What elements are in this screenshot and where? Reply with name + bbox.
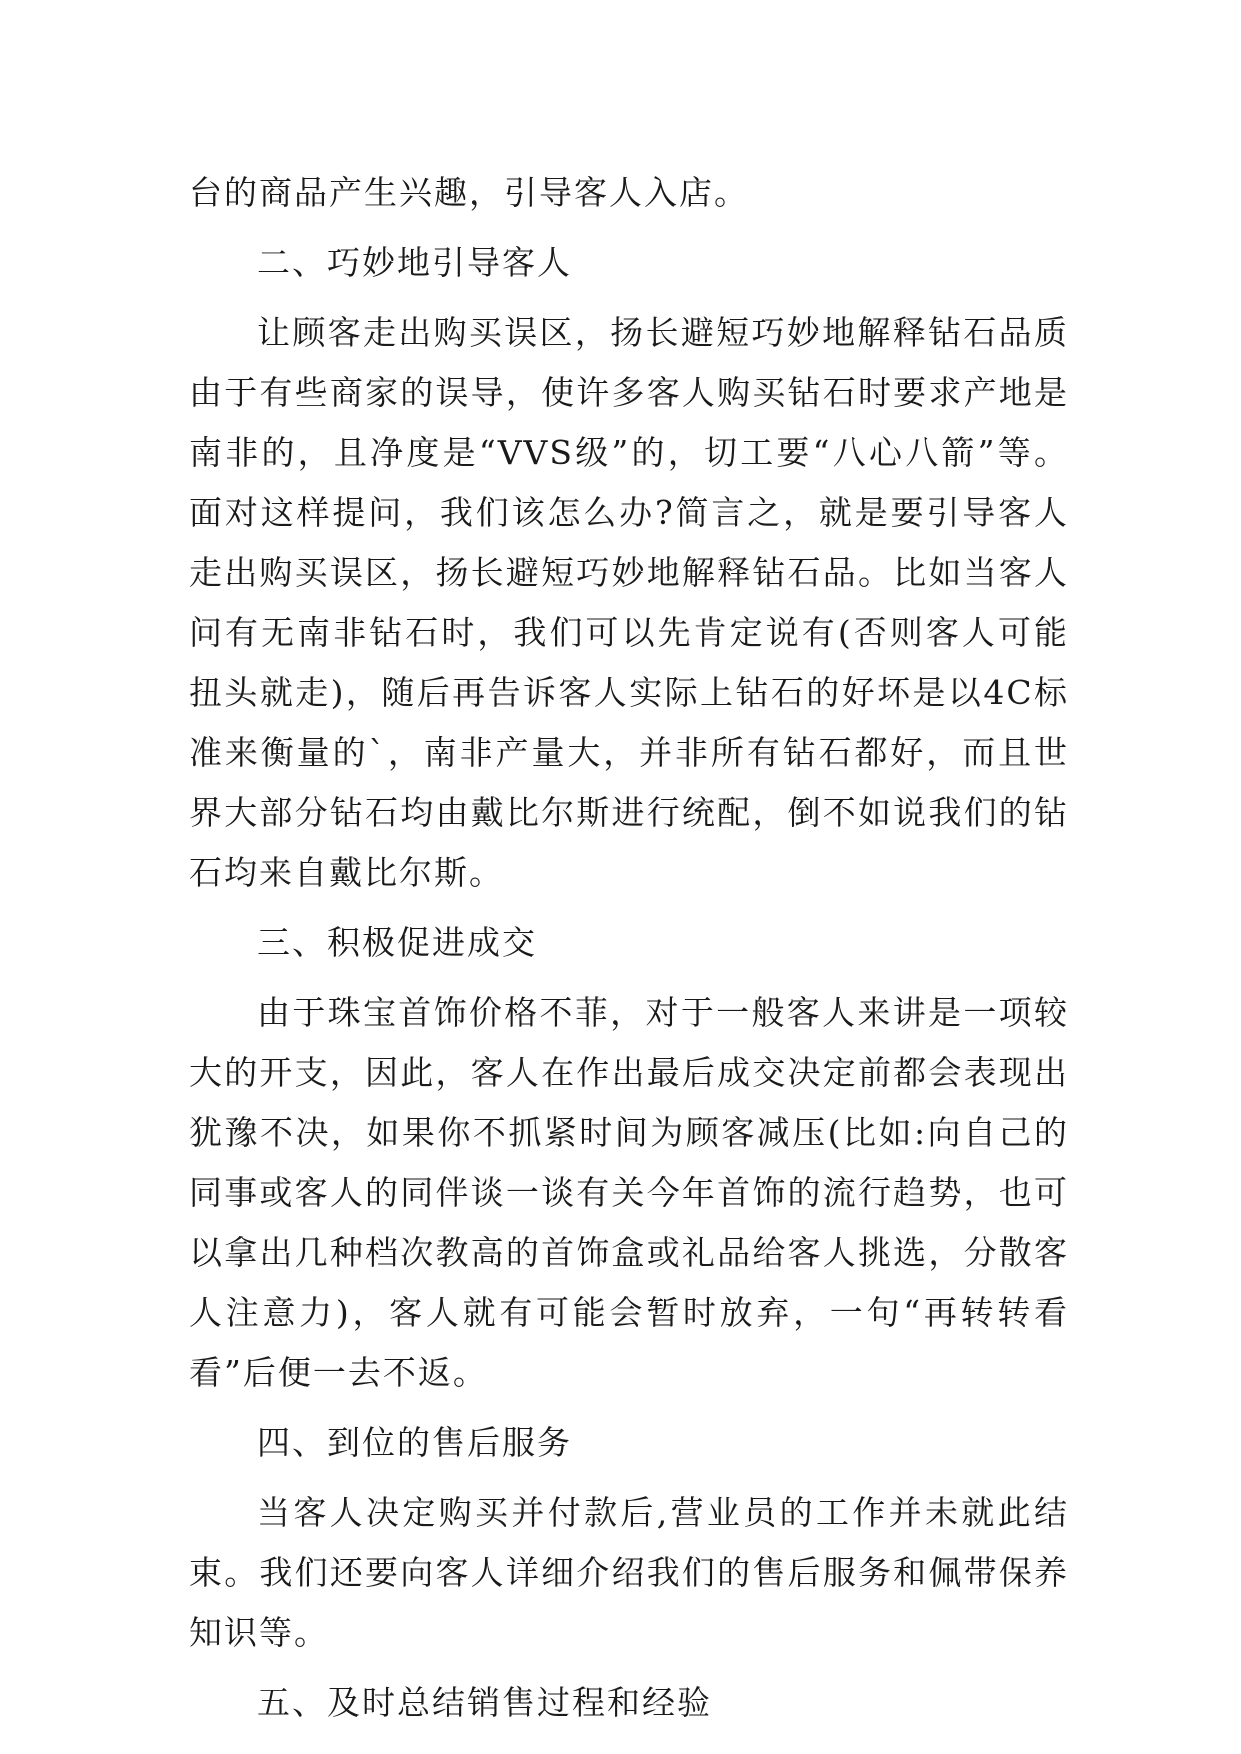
section-heading-5: 五、及时总结销售过程和经验 xyxy=(257,1683,712,1722)
section-heading-3: 三、积极促进成交 xyxy=(257,923,537,962)
section-heading-4: 四、到位的售后服务 xyxy=(257,1423,572,1462)
document-body xyxy=(189,163,1069,1733)
paragraph-gap xyxy=(189,973,1069,983)
section-heading-2: 二、巧妙地引导客人 xyxy=(257,243,572,282)
paragraph-gap xyxy=(189,1663,1069,1673)
paragraph-guide-customer: 让顾客走出购买误区，扬长避短巧妙地解释钻石品质由于有些商家的误导，使许多客人购买钻石时要求产地是南非的，且净度是“VVS级”的，切工要“八心八箭”等。面对这样提问，我们该怎么办?简言之，就是要引导客人走出购买误区，扬长避短巧妙地解释钻石品。比如当客人问有无南非钻石时，我们可以先肯定说有(否则客人可能扭头就走)，随后再告诉客人实际上钻石的好坏是以4C标准来衡量的`，南非产量大，并非所有钻石都好，而且世界大部分钻石均由戴比尔斯进行统配，倒不如说我们的钻石均来自戴比尔斯。 xyxy=(189,313,1069,892)
paragraph-gap xyxy=(189,1403,1069,1413)
paragraph-gap xyxy=(189,903,1069,913)
paragraph-gap xyxy=(189,293,1069,303)
paragraph-after-sales: 当客人决定购买并付款后,营业员的工作并未就此结束。我们还要向客人详细介绍我们的售后服务和佩带保养知识等。 xyxy=(189,1493,1069,1652)
paragraph-gap xyxy=(189,223,1069,233)
paragraph-close-deal: 由于珠宝首饰价格不菲，对于一般客人来讲是一项较大的开支，因此，客人在作出最后成交决定前都会表现出犹豫不决，如果你不抓紧时间为顾客减压(比如:向自己的同事或客人的同伴谈一谈有关今年首饰的流行趋势，也可以拿出几种档次教高的首饰盒或礼品给客人挑选，分散客人注意力)，客人就有可能会暂时放弃，一句“再转转看看”后便一去不返。 xyxy=(189,993,1069,1392)
paragraph-gap xyxy=(189,1473,1069,1483)
paragraph-continuation: 台的商品产生兴趣，引导客人入店。 xyxy=(189,173,749,212)
